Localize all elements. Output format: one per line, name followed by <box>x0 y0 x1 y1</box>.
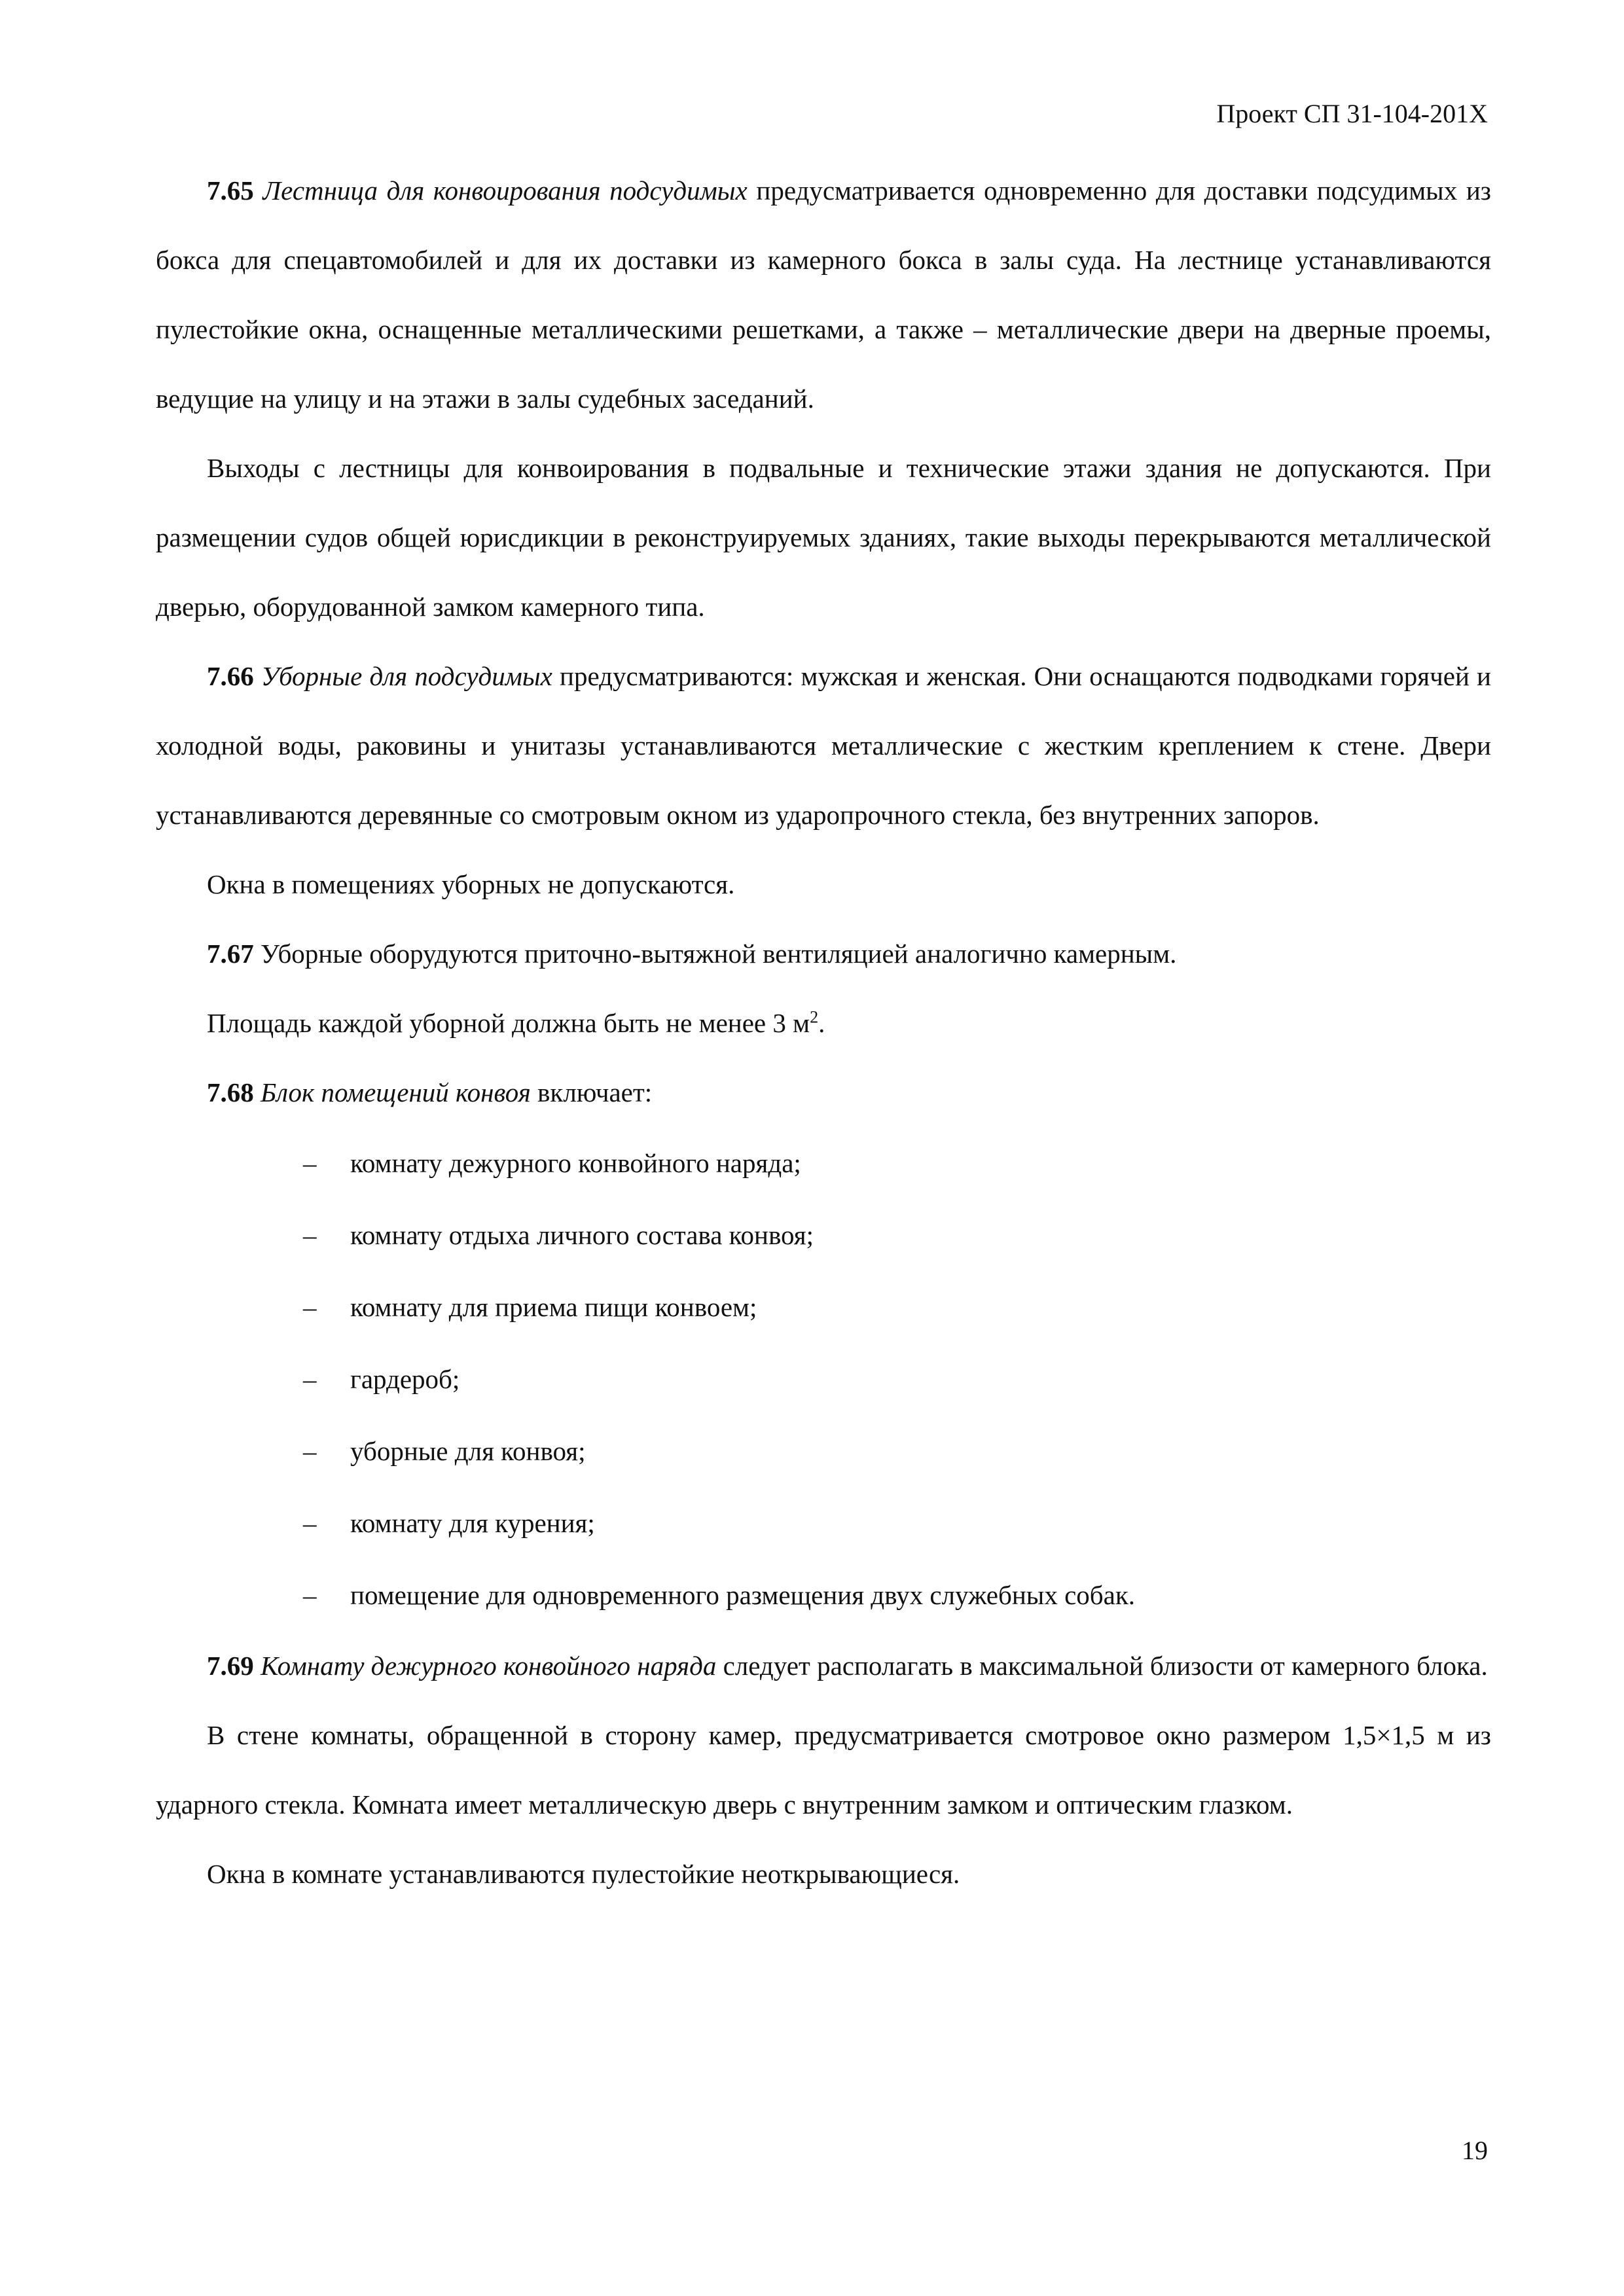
dash-marker: – <box>303 1148 317 1178</box>
list-item: – комнату для приема пищи конвоем; <box>303 1271 1491 1343</box>
clause-number: 7.68 <box>207 1077 254 1107</box>
clause-text: следует располагать в максимальной близости от камерного блока. <box>716 1651 1488 1681</box>
dash-marker: – <box>303 1508 317 1538</box>
clause-text: предусматриваются: мужская и женская. Они оснащаются подводками горячей и холодной воды, раковины и унитазы устанавливаются металлические с жестким креплением к стене. Двери устанавливаются деревянные со смотровым окном из ударопрочного стекла, без внутренних запоров. <box>156 661 1491 830</box>
clause-text: предусматривается одновременно для доставки подсудимых из бокса для спецавтомобилей и для их доставки из камерного бокса в залы суда. На лестнице устанавливаются пулестойкие окна, оснащенные металлическими решетками, а также – металлические двери на дверные проемы, ведущие на улицу и на этажи в залы судебных заседаний. <box>156 175 1491 414</box>
clause-number: 7.69 <box>207 1651 254 1681</box>
paragraph-7-67-area <box>156 988 1491 1058</box>
clause-term: Комнату дежурного конвойного наряда <box>261 1651 717 1681</box>
list-item: – комнату для курения; <box>303 1487 1491 1559</box>
list-item: – комнату дежурного конвойного наряда; <box>303 1127 1491 1199</box>
paragraph-7-69-window: В стене комнаты, обращенной в сторону камер, предусматривается смотровое окно размером 1,5×1,5 м из ударного стекла. Комната имеет металлическую дверь с внутренним замком и оптическим глазком. <box>156 1720 1491 1820</box>
list-item: – комнату отдыха личного состава конвоя; <box>303 1199 1491 1271</box>
clause-number: 7.66 <box>207 661 254 691</box>
paragraph-7-66 <box>156 641 1491 850</box>
room-list <box>156 1127 1491 1631</box>
paragraph-7-65-exits: Выходы с лестницы для конвоирования в подвальные и технические этажи здания не допускаются. При размещении судов общей юрисдикции в реконструируемых зданиях, такие выходы перекрываются металлической дверью, оборудованной замком камерного типа. <box>156 453 1491 622</box>
dash-marker: – <box>303 1364 317 1394</box>
paragraph-7-65 <box>156 156 1491 433</box>
paragraph-7-68 <box>156 1058 1491 1127</box>
clause-text: включает: <box>530 1077 653 1107</box>
paragraph-7-69 <box>156 1631 1491 1700</box>
running-header: Проект СП 31-104-201X <box>1216 99 1488 128</box>
dash-marker: – <box>303 1292 317 1322</box>
paragraph-7-69-glass: Окна в комнате устанавливаются пулестойкие неоткрывающиеся. <box>207 1859 960 1889</box>
dash-marker: – <box>303 1436 317 1466</box>
page-number: 19 <box>1462 2136 1488 2165</box>
list-item: – уборные для конвоя; <box>303 1415 1491 1487</box>
clause-number: 7.65 <box>207 175 254 206</box>
dash-marker: – <box>303 1220 317 1250</box>
paragraph-7-66-windows: Окна в помещениях уборных не допускаются. <box>207 869 735 899</box>
clause-number: 7.67 <box>207 939 254 969</box>
dash-marker: – <box>303 1580 317 1610</box>
list-item: – помещение для одновременного размещения двух служебных собак. <box>303 1559 1491 1631</box>
paragraph-7-67 <box>156 919 1491 988</box>
area-text-end: . <box>818 1008 825 1038</box>
clause-term: Уборные для подсудимых <box>261 661 552 691</box>
superscript: 2 <box>810 1007 819 1027</box>
area-text: Площадь каждой уборной должна быть не менее 3 м <box>207 1008 810 1038</box>
clause-term: Лестница для конвоирования подсудимых <box>262 175 748 206</box>
clause-text: Уборные оборудуются приточно-вытяжной вентиляцией аналогично камерным. <box>253 939 1177 969</box>
page-body <box>156 156 1491 1909</box>
list-item: – гардероб; <box>303 1343 1491 1415</box>
clause-term: Блок помещений конвоя <box>261 1077 531 1107</box>
